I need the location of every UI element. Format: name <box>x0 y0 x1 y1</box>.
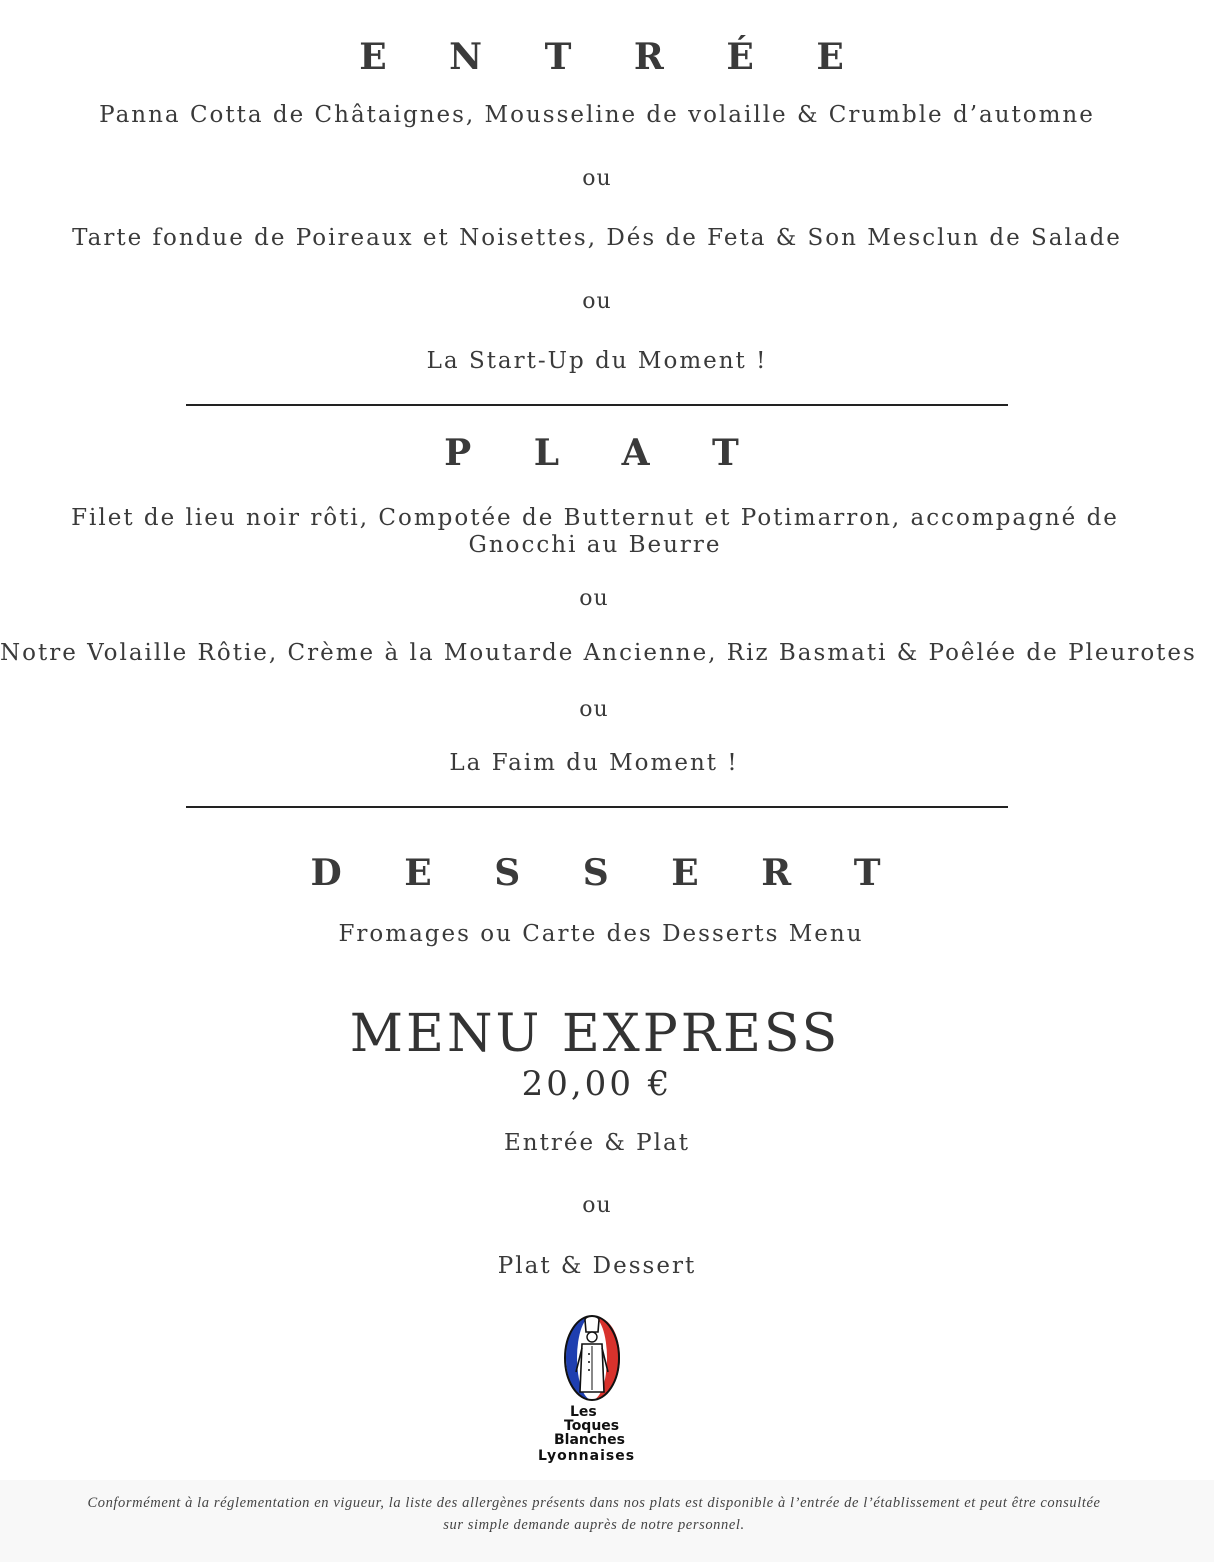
chef-logo-icon <box>530 1312 655 1470</box>
chef-hat <box>585 1316 599 1332</box>
allergen-note <box>0 1492 1188 1536</box>
entree-separator-1: ou <box>582 166 612 191</box>
chef-button-1 <box>588 1353 590 1355</box>
menu-express-separator: ou <box>582 1193 612 1218</box>
dessert-title: D E S S E R T <box>310 852 906 894</box>
plat-title: P L A T <box>444 432 764 474</box>
chef-button-3 <box>588 1369 590 1371</box>
allergen-note-line-1: Conformément à la réglementation en vigueur, la liste des allergènes présents dans nos plats est disponible à l’entrée de l’établissement et peut être consultée <box>87 1495 1101 1511</box>
logo-line-3: Blanches <box>554 1432 625 1448</box>
allergen-note-line-2: sur simple demande auprès de notre personnel. <box>443 1517 745 1533</box>
section-divider-1 <box>186 404 1008 406</box>
plat-item-3: La Faim du Moment ! <box>449 750 739 776</box>
logo-line-1: Les <box>570 1404 597 1420</box>
menu-express-title: MENU EXPRESS <box>349 1004 841 1064</box>
entree-item-2: Tarte fondue de Poireaux et Noisettes, Dés de Feta & Son Mesclun de Salade <box>72 225 1122 251</box>
chef-button-2 <box>588 1361 590 1363</box>
entree-item-3: La Start-Up du Moment ! <box>426 348 768 374</box>
menu-express-option-2: Plat & Dessert <box>497 1253 697 1279</box>
section-divider-2 <box>186 806 1008 808</box>
entree-separator-2: ou <box>582 289 612 314</box>
chef-head <box>587 1332 597 1342</box>
dessert-item-1: Fromages ou Carte des Desserts Menu <box>338 921 864 947</box>
plat-separator-2: ou <box>579 697 609 722</box>
logo-line-2: Toques <box>564 1418 620 1434</box>
entree-item-1: Panna Cotta de Châtaignes, Mousseline de volaille & Crumble d’automne <box>99 102 1095 128</box>
entree-title: E N T R É E <box>359 36 869 78</box>
menu-express-price: 20,00 € <box>521 1064 673 1104</box>
logo-line-4: Lyonnaises <box>538 1448 636 1464</box>
plat-item-1: Filet de lieu noir rôti, Compotée de Butternut et Potimarron, accompagné de Gnocchi au Beurre <box>71 505 1119 558</box>
plat-separator-1: ou <box>579 586 609 611</box>
menu-express-option-1: Entrée & Plat <box>504 1130 690 1156</box>
plat-item-2: Notre Volaille Rôtie, Crème à la Moutarde Ancienne, Riz Basmati & Poêlée de Pleurotes <box>0 640 1197 666</box>
